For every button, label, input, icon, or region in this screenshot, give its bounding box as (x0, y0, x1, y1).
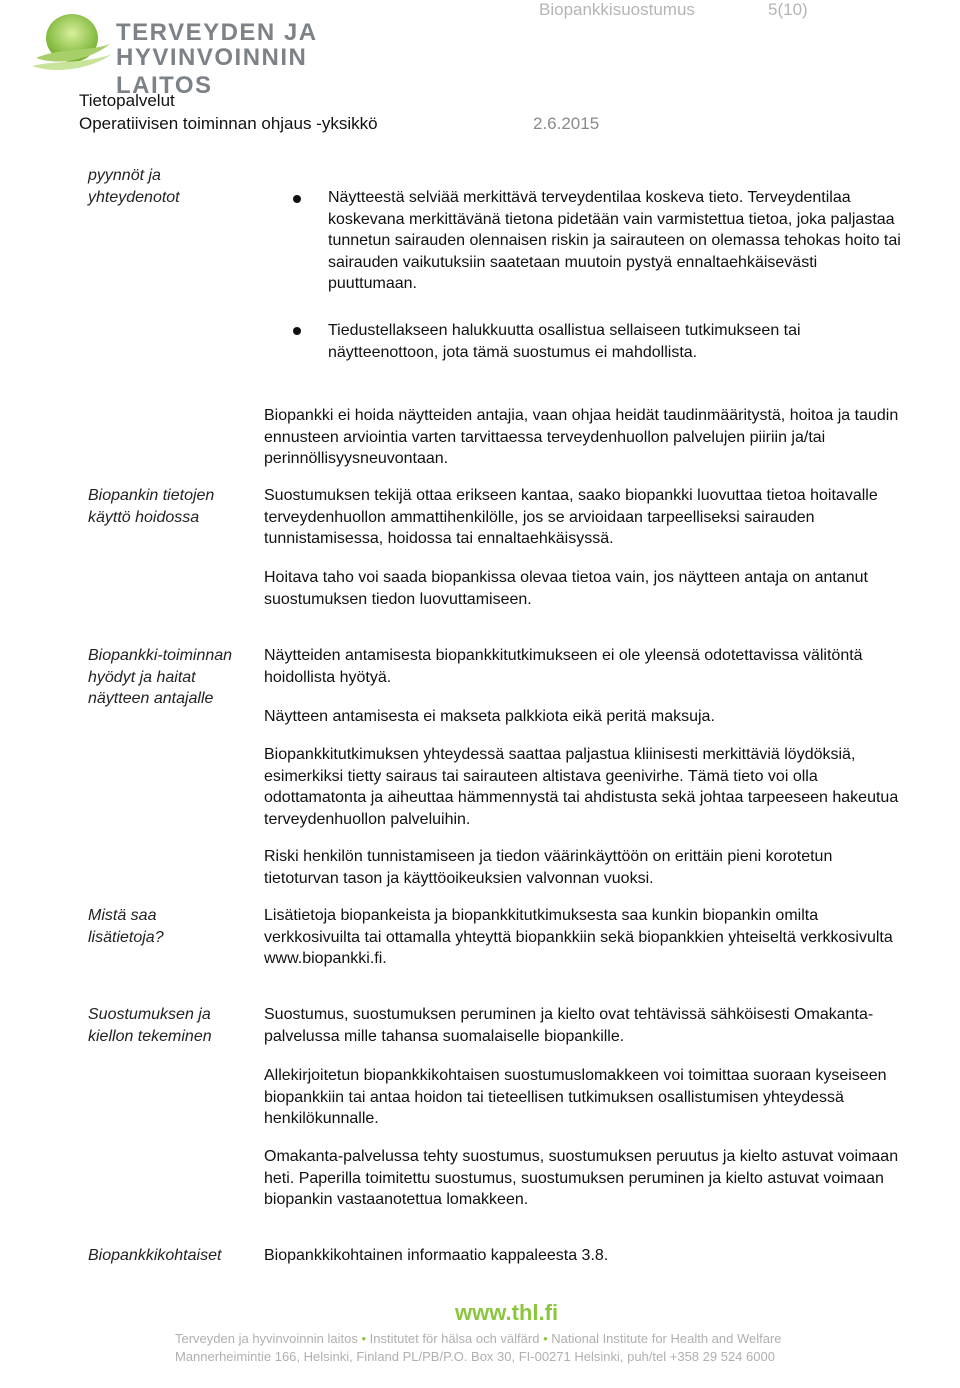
footer-url[interactable]: www.thl.fi (455, 1300, 559, 1325)
section-label-benefits: Biopankki-toiminnan hyödyt ja haitat näytteen antajalle (88, 647, 233, 707)
paragraph: Omakanta-palvelussa tehty suostumus, suostumuksen peruutus ja kielto astuvat voimaan heti. Paperilla toimitettu suostumus, suostumuksen peruminen ja kielto astuvat voimaan biopankin vastaanotettua lomakkeen. (264, 1148, 899, 1208)
paragraph: Näytteen antamisesta ei makseta palkkiota eikä peritä maksuja. (264, 708, 715, 725)
footer-address: Mannerheimintie 166, Helsinki, Finland PL/PB/P.O. Box 30, FI-00271 Helsinki, puh/tel +358 29 524 6000 (175, 1349, 775, 1364)
paragraph: Hoitava taho voi saada biopankissa olevaa tietoa vain, jos näytteen antaja on antanut suostumuksen tiedon luovuttamiseen. (264, 569, 868, 608)
paragraph: Suostumus, suostumuksen peruminen ja kielto ovat tehtävissä sähköisesti Omakanta-palvelussa mille tahansa suomalaiselle biopankille. (264, 1006, 874, 1045)
logo-text-line2: HYVINVOINNIN LAITOS (116, 44, 308, 99)
unit-name: Tietopalvelut (79, 91, 175, 110)
bullet-icon (293, 327, 301, 335)
footer-org-en: National Institute for Health and Welfare (551, 1331, 782, 1346)
bullet-icon (293, 195, 301, 203)
document-title: Biopankkisuostumus (539, 0, 695, 19)
bullet-text: Tiedustellakseen halukkuutta osallistua sellaiseen tutkimukseen tai näytteenottoon, jota tämä suostumus ei mahdollista. (328, 322, 801, 361)
section-label-consent: Suostumuksen ja kiellon tekeminen (88, 1006, 212, 1045)
paragraph: Lisätietoja biopankeista ja biopankkitutkimuksesta saa kunkin biopankin omilta verkkosivuilta tai ottamalla yhteyttä biopankkiin sekä biopankkien yhteiseltä verkkosivulta www.biopankki.fi. (264, 907, 893, 967)
paragraph: Biopankkitutkimuksen yhteydessä saattaa paljastua kliinisesti merkittäviä löydöksiä, esimerkiksi tietty sairaus tai sairauteen altistava geenivirhe. Tämä tieto voi olla odottamatonta ja aiheuttaa hämmennystä tai ahdistusta sekä johtaa tarpeeseen hakeutua terveydenhuollon palveluihin. (264, 746, 899, 828)
footer-org-names (175, 1331, 782, 1346)
paragraph: Allekirjoitetun biopankkikohtaisen suostumuslomakkeen voi toimittaa suoraan kyseiseen biopankkiin tai antaa hoidon tai tieteellisen tutkimuksen osallistumisen yhteydessä henkilökunnalle. (264, 1067, 887, 1127)
footer-org-sv: Institutet för hälsa och välfärd (369, 1331, 540, 1346)
separator-dot-icon: • (361, 1331, 367, 1346)
logo-text-line1: TERVEYDEN JA (116, 19, 318, 46)
section-label-biobank-specific: Biopankkikohtaiset (88, 1247, 222, 1264)
bullet-text: Näytteestä selviää merkittävä terveydentilaa koskeva tieto. Terveydentilaa koskevana merkittävänä tietona pidetään vain varmistettua tietoa, joka paljastaa tunnetun sairauden olennaisen riskin ja sairauteen on olemassa tehokas hoito tai sairauden vaikutuksiin saatetaan muutoin pystyä ennaltaehkäisevästi puuttumaan. (328, 189, 901, 292)
paragraph: Suostumuksen tekijä ottaa erikseen kantaa, saako biopankki luovuttaa tietoa hoitavalle terveydenhuollon ammattihenkilölle, jos se arvioidaan tarpeelliseksi sairauden tunnistamisessa, hoidossa tai ennaltaehkäisyssä. (264, 487, 878, 547)
paragraph: Biopankki ei hoida näytteiden antajia, vaan ohjaa heidät taudinmääritystä, hoitoa ja taudin ennusteen arviointia varten tarvittaessa terveydenhuollon palvelujen piiriin ja/tai perinnöllisyysneuvontaan. (264, 407, 899, 467)
section-label-care-use: Biopankin tietojen käyttö hoidossa (88, 487, 215, 526)
paragraph: Biopankkikohtainen informaatio kappaleesta 3.8. (264, 1247, 609, 1264)
section-label-more-info: Mistä saa lisätietoja? (88, 907, 164, 946)
paragraph: Riski henkilön tunnistamiseen ja tiedon väärinkäyttöön on erittäin pieni korotetun tietoturvan tason ja käyttöoikeuksien valvonnan vuoksi. (264, 848, 833, 887)
thl-logo (28, 8, 380, 99)
subunit-name: Operatiivisen toiminnan ohjaus -yksikkö (79, 114, 378, 133)
document-date: 2.6.2015 (533, 114, 600, 133)
footer-org-fi: Terveyden ja hyvinvoinnin laitos (175, 1331, 358, 1346)
separator-dot-icon: • (543, 1331, 548, 1346)
thl-leaf-icon (28, 8, 114, 72)
section-label-requests: pyynnöt ja yhteydenotot (88, 167, 180, 206)
paragraph: Näytteiden antamisesta biopankkitutkimukseen ei ole yleensä odotettavissa välitöntä hoidollista hyötyä. (264, 647, 863, 686)
page-number: 5(10) (768, 0, 808, 19)
